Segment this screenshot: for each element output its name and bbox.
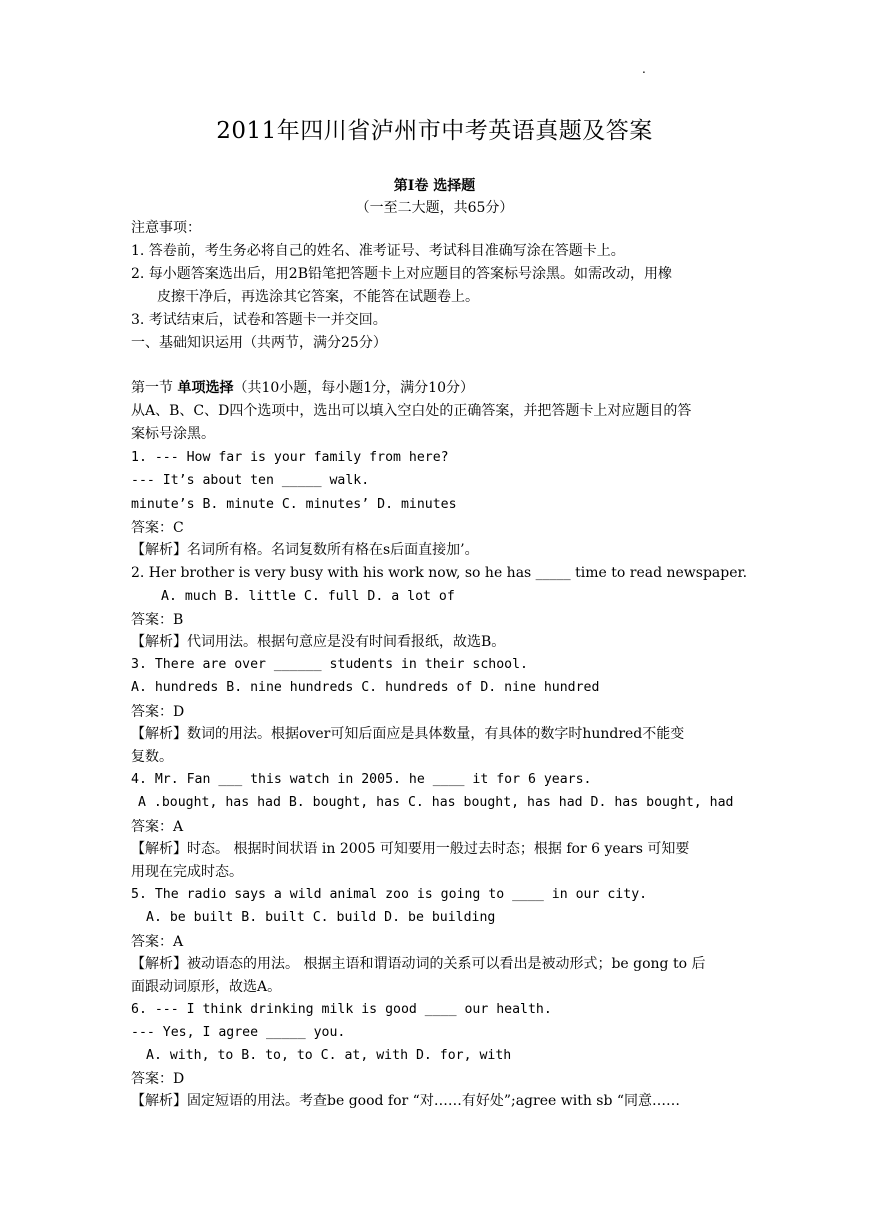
part-heading-suffix: （共10小题，每小题1分，满分10分） — [233, 380, 474, 396]
note-item: 3. 考试结束后，试卷和答题卡一并交回。 — [131, 312, 387, 328]
question-dialogue: --- Yes, I agree _____ you. — [131, 1025, 346, 1040]
question-analysis: 【解析】固定短语的用法。考查be good for “对……有好处”;agree with sb “同意…… — [131, 1093, 681, 1109]
instruction-line: 案标号涂黑。 — [131, 426, 215, 442]
header-dot: . — [642, 62, 646, 76]
question-options: A. hundreds B. nine hundreds C. hundreds of D. nine hundred — [131, 680, 600, 695]
question-stem: 4. Mr. Fan ___ this watch in 2005. he ____ it for 6 years. — [131, 772, 592, 787]
part-heading — [131, 379, 474, 397]
question-answer: 答案：A — [131, 934, 184, 950]
question-answer: 答案：C — [131, 520, 184, 536]
question-analysis: 【解析】被动语态的用法。 根据主语和谓语动词的关系可以看出是被动形式；be gong to 后 — [131, 956, 706, 972]
question-answer: 答案：B — [131, 612, 184, 628]
section-heading: 一、基础知识运用（共两节，满分25分） — [131, 335, 387, 351]
notes-heading: 注意事项： — [131, 220, 201, 236]
question-options: minute’s B. minute C. minutes’ D. minutes — [131, 497, 457, 512]
note-item: 2. 每小题答案选出后，用2B铅笔把答题卡上对应题目的答案标号涂黑。如需改动，用橡 — [131, 266, 673, 282]
question-stem: 2. Her brother is very busy with his work now, so he has _____ time to read newspaper. — [131, 565, 748, 581]
instruction-line: 从A、B、C、D四个选项中，选出可以填入空白处的正确答案，并把答题卡上对应题目的答 — [131, 403, 692, 419]
part-subtitle: （一至二大题，共65分） — [355, 200, 514, 216]
question-answer: 答案：D — [131, 1071, 185, 1087]
note-item: 1. 答卷前，考生务必将自己的姓名、准考证号、考试科目准确写涂在答题卡上。 — [131, 243, 625, 259]
part-title: 第I卷 选择题 — [393, 178, 476, 194]
question-options: A .bought, has had B. bought, has C. has bought, has had D. has bought, had — [138, 795, 734, 810]
question-analysis-continued: 面跟动词原形，故选A。 — [131, 979, 282, 995]
part-heading-bold: 单项选择 — [177, 380, 234, 396]
question-analysis-continued: 复数。 — [131, 749, 173, 765]
question-stem: 1. --- How far is your family from here? — [131, 450, 449, 465]
question-answer: 答案：D — [131, 704, 185, 720]
question-options: A. with, to B. to, to C. at, with D. for, with — [146, 1048, 512, 1063]
question-analysis: 【解析】名词所有格。名词复数所有格在s后面直接加’。 — [131, 542, 479, 558]
question-answer: 答案：A — [131, 819, 184, 835]
question-stem: 3. There are over ______ students in their school. — [131, 657, 528, 672]
question-options: A. be built B. built C. build D. be building — [146, 910, 496, 925]
page-title: 2011年四川省泸州市中考英语真题及答案 — [216, 118, 653, 144]
question-analysis: 【解析】代词用法。根据句意应是没有时间看报纸，故选B。 — [131, 634, 506, 650]
note-item-continued: 皮擦干净后，再选涂其它答案，不能答在试题卷上。 — [157, 289, 479, 305]
question-options: A. much B. little C. full D. a lot of — [161, 589, 455, 604]
question-stem: 5. The radio says a wild animal zoo is going to ____ in our city. — [131, 887, 648, 902]
question-stem: 6. --- I think drinking milk is good ____ our health. — [131, 1002, 552, 1017]
question-analysis-continued: 用现在完成时态。 — [131, 864, 243, 880]
part-heading-prefix: 第一节 — [131, 380, 178, 396]
question-analysis: 【解析】数词的用法。根据over可知后面应是具体数量，有具体的数字时hundred不能变 — [131, 726, 685, 742]
question-analysis: 【解析】时态。 根据时间状语 in 2005 可知要用一般过去时态；根据 for 6 years 可知要 — [131, 841, 690, 857]
question-dialogue: --- It’s about ten _____ walk. — [131, 473, 370, 488]
